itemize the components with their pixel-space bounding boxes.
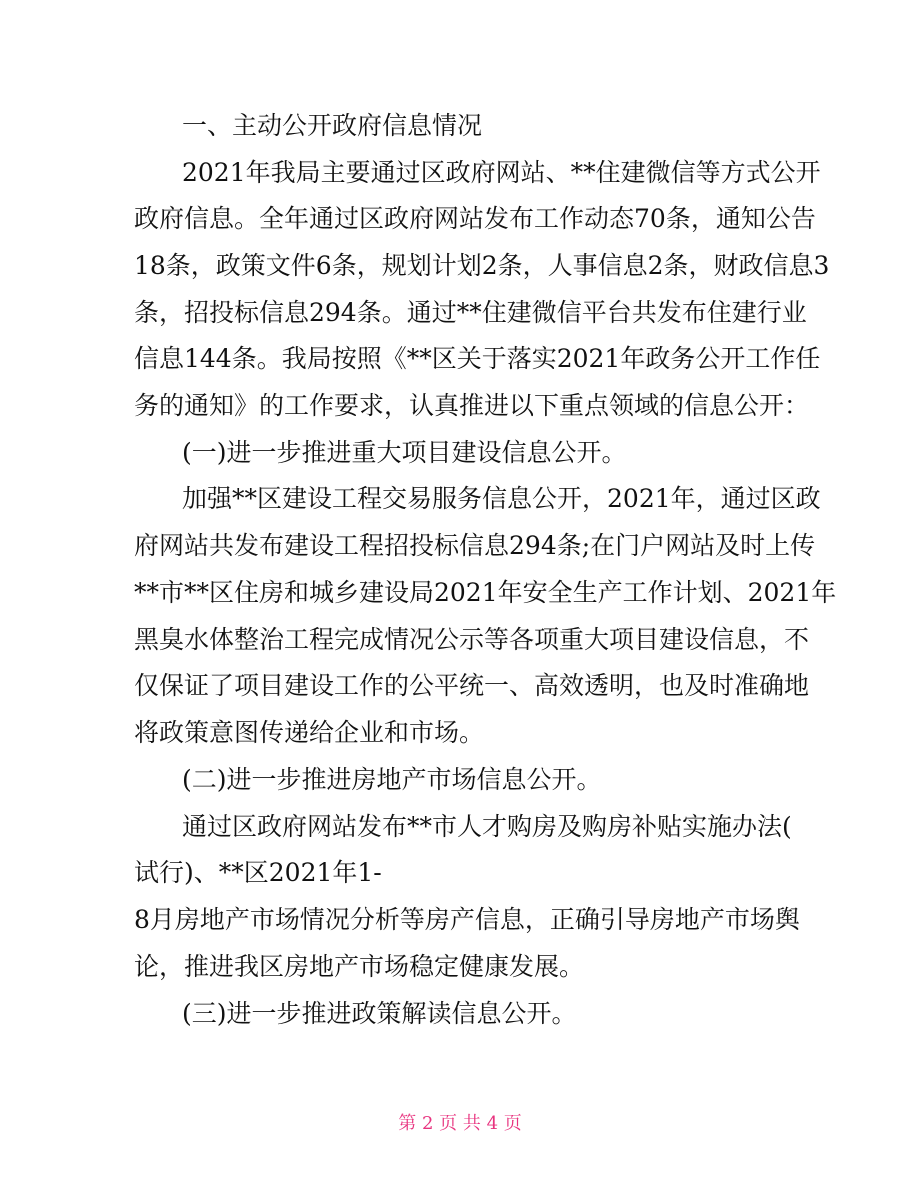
subsection-heading: (三)进一步推进政策解读信息公开。 bbox=[182, 999, 577, 1028]
paragraph-line: 政府信息。全年通过区政府网站发布工作动态70条，通知公告 bbox=[134, 204, 816, 233]
paragraph-line: 府网站共发布建设工程招投标信息294条;在门户网站及时上传 bbox=[134, 531, 816, 560]
paragraph-line: 2021年我局主要通过区政府网站、**住建微信等方式公开 bbox=[182, 158, 821, 187]
paragraph-line: 信息144条。我局按照《**区关于落实2021年政务公开工作任 bbox=[134, 344, 821, 373]
paragraph-line: 18条，政策文件6条，规划计划2条，人事信息2条，财政信息3 bbox=[134, 251, 830, 280]
paragraph-line: 将政策意图传递给企业和市场。 bbox=[134, 718, 485, 747]
paragraph-line: 仅保证了项目建设工作的公平统一、高效透明，也及时准确地 bbox=[134, 671, 810, 700]
paragraph-line: 8月房地产市场情况分析等房产信息，正确引导房地产市场舆 bbox=[134, 905, 800, 934]
section-heading: 一、主动公开政府信息情况 bbox=[182, 111, 483, 140]
paragraph-line: 黑臭水体整治工程完成情况公示等各项重大项目建设信息，不 bbox=[134, 625, 810, 654]
paragraph-line: 条，招投标信息294条。通过**住建微信平台共发布住建行业 bbox=[134, 298, 807, 327]
paragraph-line: 通过区政府网站发布**市人才购房及购房补贴实施办法( bbox=[182, 812, 792, 841]
subsection-heading: (二)进一步推进房地产市场信息公开。 bbox=[182, 765, 602, 794]
paragraph-line: 论，推进我区房地产市场稳定健康发展。 bbox=[134, 952, 585, 981]
paragraph-line: 加强**区建设工程交易服务信息公开，2021年，通过区政 bbox=[182, 484, 821, 513]
paragraph-line: 试行)、**区2021年1- bbox=[134, 858, 382, 887]
page-number-footer: 第 2 页 共 4 页 bbox=[398, 1113, 522, 1134]
subsection-heading: (一)进一步推进重大项目建设信息公开。 bbox=[182, 438, 627, 467]
paragraph-line: **市**区住房和城乡建设局2021年安全生产工作计划、2021年 bbox=[134, 578, 837, 607]
paragraph-line: 务的通知》的工作要求，认真推进以下重点领域的信息公开： bbox=[134, 391, 810, 420]
